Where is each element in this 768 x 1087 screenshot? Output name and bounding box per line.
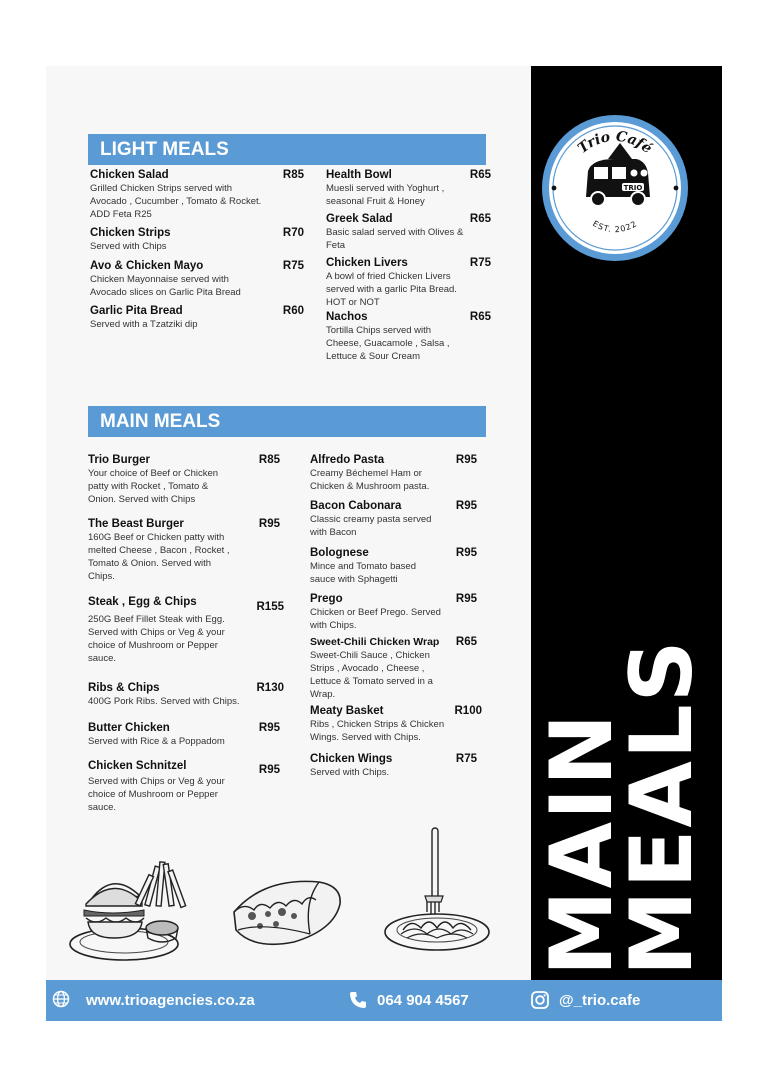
item-desc: Chicken or Beef Prego. Served [310,607,441,618]
vertical-title-meals: MEALS [612,638,712,976]
menu-item [88,721,280,748]
item-name: Greek Salad [326,213,393,225]
item-price: R60 [282,305,304,317]
item-price: R95 [455,500,477,512]
globe-icon [52,990,70,1008]
item-desc: melted Cheese , Bacon , Rocket , [88,545,230,556]
item-desc: Feta [326,240,346,251]
item-price: R65 [469,169,491,181]
item-price: R65 [455,636,477,648]
logo-van-label: TRIO [623,184,643,192]
item-price: R95 [455,547,477,559]
item-desc: Chicken & Mushroom pasta. [310,481,430,492]
item-desc: HOT or NOT [326,297,380,308]
logo-name: Trio Café [575,128,655,157]
item-desc: Served with Rice & a Poppadom [88,736,225,747]
item-desc: sauce. [88,802,116,813]
item-desc: Your choice of Beef or Chicken [88,468,219,479]
item-desc: 160G Beef or Chicken patty with [88,532,225,543]
item-name: Health Bowl [326,169,392,181]
item-name: Prego [310,593,343,605]
item-price: R95 [455,454,477,466]
item-desc: Tomato & Onion. Served with [88,558,212,569]
item-price: R155 [256,601,284,613]
item-price: R85 [258,454,280,466]
item-desc: Chicken Mayonnaise served with [90,274,229,285]
item-price: R95 [258,722,280,734]
item-price: R65 [469,311,491,323]
item-desc: Creamy Béchemel Ham or [310,468,422,479]
item-desc: Served with Chips [90,241,167,252]
item-desc: Sweet-Chili Sauce , Chicken [310,650,430,661]
menu-item [88,517,280,583]
item-desc: ADD Feta R25 [90,209,152,220]
item-desc: with Chips. [310,620,357,631]
spaghetti-plate-illustration [381,826,493,954]
menu-item [310,752,477,779]
item-price: R85 [282,169,304,181]
contact-footer [46,980,722,1021]
menu-item [326,256,491,309]
item-desc: Wrap. [310,689,336,700]
item-name: Meaty Basket [310,705,384,717]
burger-and-fries-illustration [66,856,196,966]
item-name: Nachos [326,311,368,323]
sidebar-panel [531,66,722,980]
menu-item [88,759,280,814]
menu-item [90,168,304,221]
item-price: R70 [282,227,304,239]
item-desc: Served with Chips. [310,767,390,778]
item-desc: Muesli served with Yoghurt , [326,183,445,194]
item-name: Bolognese [310,547,369,559]
item-desc: A bowl of fried Chicken Livers [326,271,451,282]
item-desc: Onion. Served with Chips [88,494,196,505]
item-desc: seasonal Fruit & Honey [326,196,425,207]
item-desc: Wings. Served with Chips. [310,732,421,743]
menu-item [88,453,280,506]
logo-est: EST. 2022 [591,219,639,235]
item-desc: Classic creamy pasta served [310,514,432,525]
item-name: Alfredo Pasta [310,454,385,466]
item-price: R75 [455,753,477,765]
menu-item [326,310,491,363]
menu-item [88,681,284,708]
item-desc: choice of Mushroom or Pepper [88,640,218,651]
item-name: Chicken Wings [310,753,393,765]
instagram-handle[interactable]: @_trio.cafe [559,992,641,1009]
item-price: R95 [258,518,280,530]
item-desc: Lettuce & Tomato served in a [310,676,433,687]
item-name: The Beast Burger [88,518,184,530]
instagram-icon [530,990,550,1010]
item-desc: Lettuce & Sour Cream [326,351,420,362]
item-name: Avo & Chicken Mayo [90,260,204,272]
item-name: Sweet-Chili Chicken Wrap [310,636,440,648]
trio-cafe-logo [540,113,690,263]
menu-item [310,453,477,493]
phone-number[interactable]: 064 904 4567 [377,992,469,1009]
item-desc: sauce with Sphagetti [310,574,398,585]
item-desc: Ribs , Chicken Strips & Chicken [310,719,445,730]
item-name: Bacon Cabonara [310,500,402,512]
item-price: R100 [454,705,482,717]
menu-item [326,212,491,252]
menu-item [310,704,482,744]
item-desc: sauce. [88,653,116,664]
menu-item [310,546,477,586]
item-desc: Grilled Chicken Strips served with [90,183,233,194]
item-name: Ribs & Chips [88,682,160,694]
item-price: R75 [282,260,304,272]
menu-item [326,168,491,208]
item-name: Chicken Schnitzel [88,760,187,772]
item-desc: Basic salad served with Olives & [326,227,464,238]
website-link[interactable]: www.trioagencies.co.za [86,992,255,1009]
menu-item [90,259,304,299]
item-name: Chicken Salad [90,169,169,181]
menu-item [310,592,477,632]
item-price: R95 [258,764,280,776]
item-name: Butter Chicken [88,722,170,734]
item-desc: Strips , Avocado , Cheese , [310,663,425,674]
item-desc: 400G Pork Ribs. Served with Chips. [88,696,240,707]
item-desc: served with a garlic Pita Bread. [326,284,457,295]
item-desc: Mince and Tomato based [310,561,416,572]
item-price: R130 [256,682,284,694]
vertical-title-main: MAIN [532,711,632,976]
item-desc: with Bacon [310,527,357,538]
menu-item [90,226,304,253]
menu-item [310,635,477,701]
item-name: Garlic Pita Bread [90,305,183,317]
item-desc: Served with Chips or Veg & your [88,627,225,638]
item-desc: Served with a Tzatziki dip [90,319,198,330]
item-desc: Avocado , Cucumber , Tomato & Rocket. [90,196,262,207]
phone-icon [348,990,368,1010]
item-name: Chicken Strips [90,227,171,239]
item-name: Steak , Egg & Chips [88,596,197,608]
item-desc: Chips. [88,571,115,582]
menu-item [310,499,477,539]
item-desc: Cheese, Guacamole , Salsa , [326,338,450,349]
item-desc: Tortilla Chips served with [326,325,432,336]
menu-item [90,304,304,331]
light-meals-header: LIGHT MEALS [88,134,486,165]
item-desc: Avocado slices on Garlic Pita Bread [90,287,241,298]
item-name: Trio Burger [88,454,150,466]
item-desc: patty with Rocket , Tomato & [88,481,209,492]
menu-item [88,595,284,665]
item-price: R75 [469,257,491,269]
menu-page [46,66,722,1021]
item-desc: choice of Mushroom or Pepper [88,789,218,800]
item-desc: Served with Chips or Veg & your [88,776,225,787]
item-price: R65 [469,213,491,225]
item-price: R95 [455,593,477,605]
item-desc: 250G Beef Fillet Steak with Egg. [88,614,225,625]
wrap-illustration [224,872,344,952]
item-name: Chicken Livers [326,257,408,269]
main-meals-header: MAIN MEALS [88,406,486,437]
